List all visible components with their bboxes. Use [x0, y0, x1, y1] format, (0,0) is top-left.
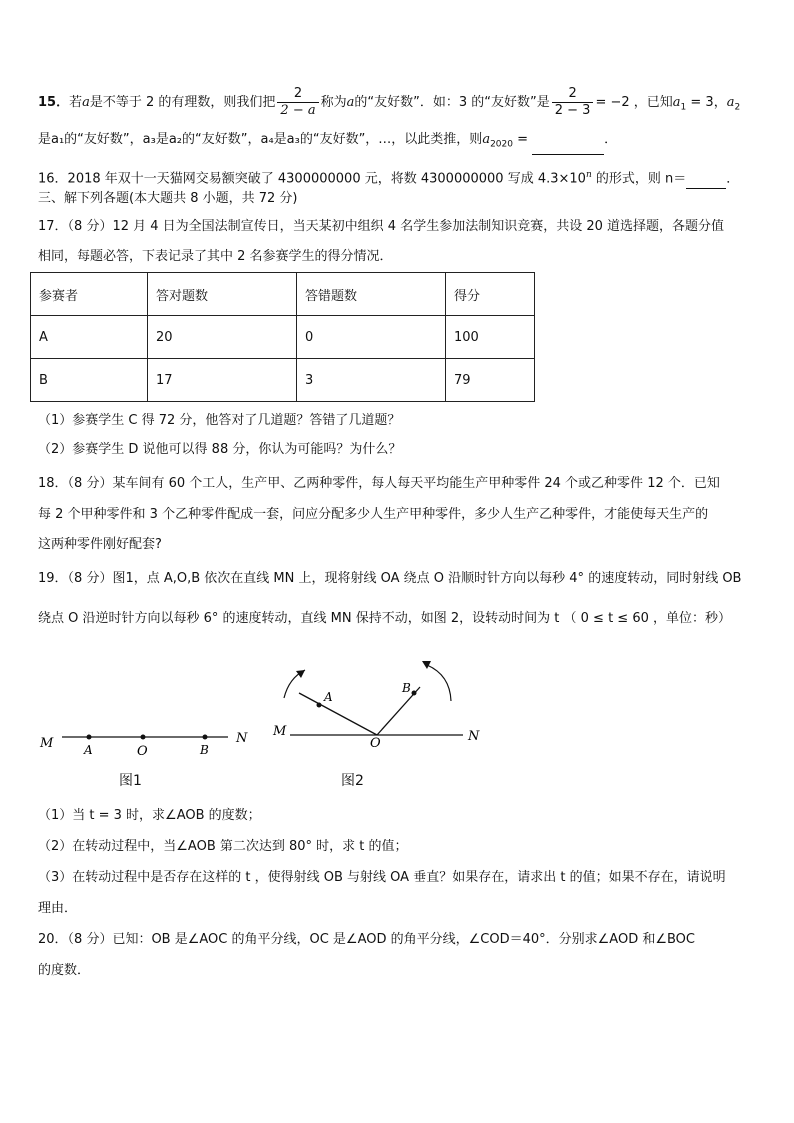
table-header-cell: 答错题数	[297, 273, 446, 316]
table-cell: 20	[148, 316, 297, 359]
point-a	[317, 703, 322, 708]
table-cell: 3	[297, 359, 446, 402]
example-fraction: $\frac{2}{2 - 3}$	[552, 86, 594, 119]
section-heading: 三、解下列各题(本大题共 8 小题，共 72 分)	[38, 191, 298, 206]
label-n: N	[468, 729, 480, 744]
table-cell: A	[31, 316, 148, 359]
table-cell: 79	[446, 359, 535, 402]
counterclockwise-arrow	[427, 665, 451, 701]
q15-line2: 是a₁的“友好数”，a₃是a₂的“友好数”，a₄是a₃的“友好数”，…，以此类推，则$a_{2020}$ = ．	[38, 130, 617, 155]
friendly-number-fraction: $\frac{2}{2 - a}$	[277, 86, 318, 119]
q17-line1: 17．（8 分）12 月 4 日为全国法制宣传日，当天某初中组织 4 名学生参加法制知识竞赛，共设 20 道选择题，各题分值	[38, 219, 724, 234]
q16-line: 16．2018 年双十一天猫网交易额突破了 4300000000 元，将数 4300000000 写成 $4.3\times 10^n$ 的形式，则 n＝ ．	[38, 165, 739, 189]
table-cell: 100	[446, 316, 535, 359]
label-o: O	[137, 744, 148, 759]
q18-line3: 这两种零件刚好配套?	[38, 537, 162, 552]
table-cell: B	[31, 359, 148, 402]
label-o: O	[370, 736, 381, 751]
q19-sub1: （1）当 t = 3 时，求∠AOB 的度数；	[38, 808, 261, 823]
q18-line2: 每 2 个甲种零件和 3 个乙种零件配成一套，问应分配多少人生产甲种零件，多少人生产乙种零件，才能使每天生产的	[38, 507, 709, 522]
figure-2	[265, 650, 495, 760]
q18-line1: 18．（8 分）某车间有 60 个工人，生产甲、乙两种零件，每人每天平均能生产甲种零件 24 个或乙种零件 12 个．已知	[38, 476, 720, 491]
q15-line1: 15．若a是不等于 2 的有理数，则我们把 $\frac{2}{2 - a}$ 称为a的“友好数”．如：3 的“友好数”是 $\frac{2}{2 - 3}$ = −2 ，已知$a_1 = 3$，$a_2$	[38, 86, 741, 118]
label-b: B	[402, 681, 411, 695]
label-a: A	[84, 743, 93, 757]
q17-line2: 相同，每题必答，下表记录了其中 2 名参赛学生的得分情况．	[38, 249, 393, 264]
q20-line2: 的度数．	[38, 963, 91, 978]
q20-line1: 20．（8 分）已知：OB 是∠AOC 的角平分线，OC 是∠AOD 的角平分线，∠COD＝40°．分别求∠AOD 和∠BOC	[38, 932, 695, 947]
ray-oa	[299, 693, 377, 735]
figure-1-caption: 图1	[119, 773, 142, 789]
answer-blank	[686, 168, 726, 189]
table-header-row	[31, 273, 535, 316]
label-m: M	[273, 724, 287, 739]
score-table	[30, 272, 535, 402]
label-n: N	[236, 731, 248, 746]
table-header-cell: 得分	[446, 273, 535, 316]
table-header-cell: 参赛者	[31, 273, 148, 316]
point-o	[141, 735, 146, 740]
table-header-cell: 答对题数	[148, 273, 297, 316]
table-row	[31, 359, 535, 402]
q19-sub3: （3）在转动过程中是否存在这样的 t ，使得射线 OB 与射线 OA 垂直？如果存在，请求出 t 的值；如果不存在，请说明	[38, 870, 726, 885]
label-b: B	[200, 743, 209, 757]
figure-1	[30, 720, 260, 790]
label-m: M	[40, 736, 54, 751]
q19-line1: 19．（8 分）图1，点 A,O,B 依次在直线 MN 上，现将射线 OA 绕点 O 沿顺时针方向以每秒 4° 的速度转动，同时射线 OB	[38, 571, 742, 586]
figure-2-caption: 图2	[341, 773, 364, 789]
q17-sub1: （1）参赛学生 C 得 72 分，他答对了几道题？答错了几道题？	[38, 413, 401, 428]
answer-blank	[532, 134, 604, 155]
table-row	[31, 316, 535, 359]
q17-sub2: （2）参赛学生 D 说他可以得 88 分，你认为可能吗？为什么？	[38, 442, 402, 457]
point-a	[87, 735, 92, 740]
q19-line2: 绕点 O 沿逆时针方向以每秒 6° 的速度转动，直线 MN 保持不动，如图 2，设转动时间为 t （ 0 ≤ t ≤ 60 ，单位：秒）	[38, 611, 731, 626]
q19-sub3-cont: 理由．	[38, 901, 78, 916]
q19-sub2: （2）在转动过程中，当∠AOB 第二次达到 80° 时，求 t 的值；	[38, 839, 408, 854]
point-b	[412, 691, 417, 696]
point-b	[203, 735, 208, 740]
table-cell: 17	[148, 359, 297, 402]
table-cell: 0	[297, 316, 446, 359]
label-a: A	[324, 690, 333, 704]
